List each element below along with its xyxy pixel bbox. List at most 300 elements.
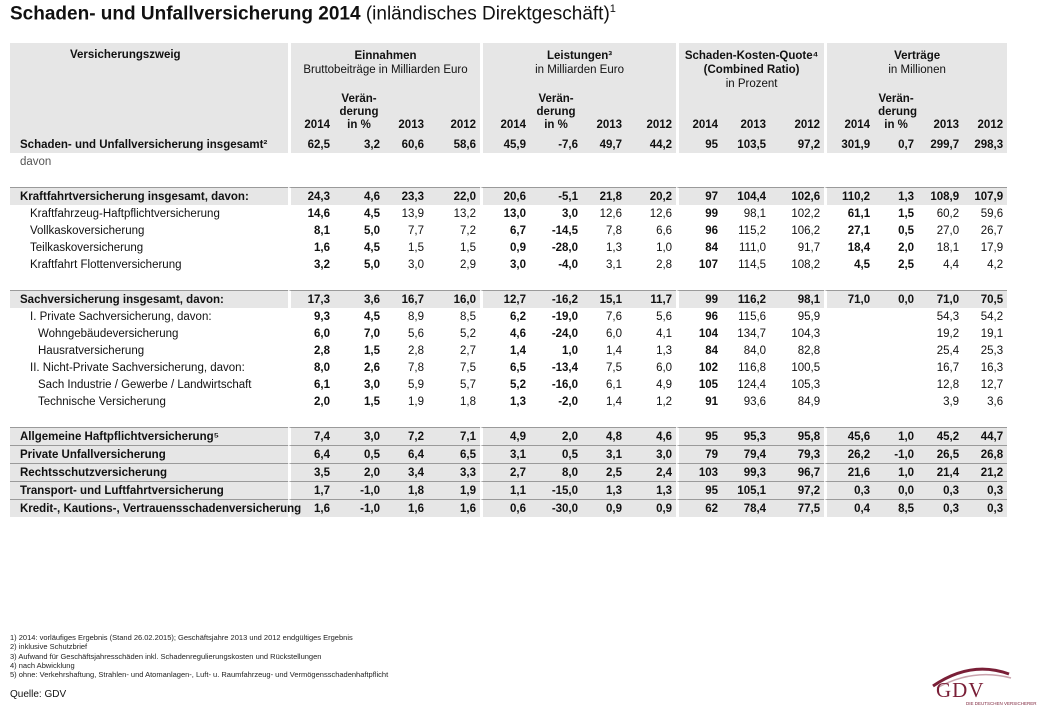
cell-e14: 62,5: [288, 136, 334, 153]
row-label: Vollkaskoversicherung: [30, 224, 145, 237]
cell-e12: 3,3: [428, 463, 480, 481]
cell-l12: 11,7: [626, 290, 676, 308]
row-label: Hausratversicherung: [38, 344, 145, 357]
cell-q12: 97,2: [770, 481, 824, 499]
table-row: [10, 393, 1007, 410]
cell-v14: [824, 359, 874, 376]
cell-q12: 82,8: [797, 344, 821, 357]
title-footnote-ref: 1: [609, 3, 616, 15]
cell-q14: 95: [676, 427, 722, 445]
header-quote: [676, 43, 824, 91]
cell-e13: 1,6: [384, 499, 428, 517]
cell-ev: 3,0: [364, 378, 380, 391]
header-e-2013: 2013: [384, 91, 428, 136]
cell-v12: 21,2: [963, 463, 1007, 481]
header-row-years: [10, 91, 1007, 136]
cell-v14: [824, 376, 874, 393]
cell-l12: 2,8: [656, 258, 673, 271]
row-label: II. Nicht-Private Sachversicherung, davon:: [30, 361, 245, 374]
cell-v14: 0,3: [824, 481, 874, 499]
cell-e14: 3,2: [288, 256, 334, 273]
cell-v13: 16,7: [936, 361, 960, 374]
cell-e13: 2,8: [408, 344, 424, 357]
cell-vv: 2,5: [898, 258, 915, 271]
cell-e14: 6,4: [288, 445, 334, 463]
cell-q12: 108,2: [791, 258, 821, 271]
cell-q13: 115,6: [738, 310, 767, 323]
header-v-veraenderung: Verän- derung in %: [874, 91, 918, 136]
cell-v13: 21,4: [918, 463, 963, 481]
header-vertraege-sub: in Millionen: [888, 64, 946, 76]
cell-e14: 14,6: [288, 205, 334, 222]
cell-l12: 4,9: [656, 378, 673, 391]
cell-e13: 7,7: [408, 224, 424, 237]
table-body: [10, 136, 1007, 517]
table-row: [10, 205, 1007, 222]
header-leistungen-title: Leistungen³: [546, 50, 613, 62]
cell-ev: 7,0: [364, 327, 380, 340]
cell-q14: 104: [676, 325, 722, 342]
cell-q13: 84,0: [743, 344, 767, 357]
cell-lv: -16,0: [551, 378, 579, 391]
cell-q13: 124,4: [737, 378, 767, 391]
footnote-2: 2) inklusive Schutzbrief: [10, 642, 88, 652]
cell-q13: 105,1: [722, 481, 770, 499]
cell-e14: 7,4: [288, 427, 334, 445]
footnote-4: 4) nach Abwicklung: [10, 660, 75, 670]
cell-e14: 1,6: [288, 499, 334, 517]
row-label: Sach Industrie / Gewerbe / Landwirtschaft: [38, 378, 252, 391]
cell-e12: 6,5: [428, 445, 480, 463]
cell-v12: 4,2: [987, 258, 1004, 271]
cell-e12: 1,9: [428, 481, 480, 499]
cell-lv: -5,1: [530, 187, 582, 205]
cell-l14: 45,9: [480, 136, 530, 153]
cell-e14: 24,3: [288, 187, 334, 205]
cell-e14: 6,0: [288, 325, 334, 342]
cell-vv: 1,5: [898, 207, 915, 220]
cell-vv: 0,7: [874, 136, 918, 153]
row-label: Allgemeine Haftpflichtversicherung⁵: [10, 427, 288, 445]
cell-q13: 98,1: [743, 207, 767, 220]
cell-e14: 1,7: [288, 481, 334, 499]
cell-vv: 0,0: [874, 481, 918, 499]
cell-e13: 5,9: [408, 378, 424, 391]
cell-l14: 0,9: [480, 239, 530, 256]
cell-l13: 2,5: [582, 463, 626, 481]
cell-e12: 2,7: [460, 344, 477, 357]
table-row: [10, 308, 1007, 325]
cell-e14: 2,0: [288, 393, 334, 410]
table-row: [10, 445, 1007, 463]
cell-q13: 116,2: [722, 290, 770, 308]
cell-q14: 62: [676, 499, 722, 517]
header-v-2013: 2013: [918, 91, 963, 136]
cell-ev: 5,0: [364, 258, 380, 271]
cell-l14: 3,0: [480, 256, 530, 273]
cell-q12: 79,3: [770, 445, 824, 463]
cell-v13: 27,0: [936, 224, 960, 237]
cell-ev: -1,0: [334, 481, 384, 499]
cell-vv: [874, 393, 918, 410]
cell-l12: 6,6: [656, 224, 673, 237]
cell-q12: 96,7: [770, 463, 824, 481]
header-leistungen: [480, 43, 676, 91]
cell-l12: 4,6: [626, 427, 676, 445]
cell-v13: 0,3: [918, 499, 963, 517]
row-label: Wohngebäudeversicherung: [38, 327, 179, 340]
row-label: Kredit-, Kautions-, Vertrauensschadenversicherung: [10, 499, 288, 517]
cell-l13: 3,1: [606, 258, 623, 271]
row-label: Kraftfahrt Flottenversicherung: [30, 258, 182, 271]
cell-v12: 44,7: [963, 427, 1007, 445]
cell-q14: 95: [676, 136, 722, 153]
header-q-2014: 2014: [676, 91, 722, 136]
cell-l14: 2,7: [480, 463, 530, 481]
cell-vv: [874, 376, 918, 393]
cell-e14: 8,1: [288, 222, 334, 239]
cell-vv: 0,0: [874, 290, 918, 308]
cell-l14: 3,1: [480, 445, 530, 463]
cell-vv: 8,5: [874, 499, 918, 517]
title-sub: (inländisches Direktgeschäft): [365, 3, 610, 25]
cell-lv: 0,5: [530, 445, 582, 463]
cell-q14: 79: [676, 445, 722, 463]
cell-q14: 99: [676, 205, 722, 222]
cell-e13: 1,8: [384, 481, 428, 499]
header-v-2014: 2014: [824, 91, 874, 136]
cell-l13: 4,8: [582, 427, 626, 445]
cell-q13: 111,0: [739, 241, 767, 254]
cell-v12: 26,7: [980, 224, 1004, 237]
cell-v14: [824, 393, 874, 410]
cell-v12: 0,3: [963, 481, 1007, 499]
cell-e13: 5,6: [408, 327, 424, 340]
cell-l14: 20,6: [480, 187, 530, 205]
cell-e14: 2,8: [288, 342, 334, 359]
cell-e13: 23,3: [384, 187, 428, 205]
title-main: Schaden- und Unfallversicherung 2014: [10, 3, 361, 25]
cell-q14: 95: [676, 481, 722, 499]
cell-ev: 2,0: [334, 463, 384, 481]
cell-v12: 19,1: [980, 327, 1004, 340]
cell-l12: 1,3: [656, 344, 673, 357]
cell-q14: 103: [676, 463, 722, 481]
cell-e12: 16,0: [428, 290, 480, 308]
cell-ev: 3,2: [334, 136, 384, 153]
cell-v14: 45,6: [824, 427, 874, 445]
cell-l14: 1,4: [480, 342, 530, 359]
row-label: Transport- und Luftfahrtversicherung: [10, 481, 288, 499]
cell-ev: 4,6: [334, 187, 384, 205]
footnote-5: 5) ohne: Verkehrshaftung, Strahlen- und Atomanlagen-, Luft- u. Raumfahrzeug- und Vermögensschadenhaftpflicht: [10, 670, 389, 680]
cell-lv: 8,0: [530, 463, 582, 481]
header-e-veraenderung: Verän- derung in %: [334, 91, 384, 136]
cell-l14: 13,0: [480, 205, 530, 222]
cell-ev: 1,5: [364, 344, 380, 357]
gdv-logo-sub: DIE DEUTSCHEN VERSICHERER: [966, 701, 1037, 706]
cell-v13: 299,7: [918, 136, 963, 153]
header-l-veraenderung: Verän- derung in %: [530, 91, 582, 136]
cell-lv: -13,4: [551, 361, 579, 374]
cell-q13: 114,5: [738, 258, 767, 271]
cell-v12: 25,3: [980, 344, 1004, 357]
header-e-2014: 2014: [288, 91, 334, 136]
table-row: [10, 499, 1007, 517]
cell-q12: 102,6: [770, 187, 824, 205]
cell-l14: 4,9: [480, 427, 530, 445]
cell-v13: 71,0: [918, 290, 963, 308]
cell-l13: 1,3: [582, 481, 626, 499]
table-row: [10, 239, 1007, 256]
row-label: Rechtsschutzversicherung: [10, 463, 288, 481]
cell-e14: 9,3: [288, 308, 334, 325]
cell-v13: 4,4: [943, 258, 960, 271]
cell-ev: 0,5: [334, 445, 384, 463]
table-row: [10, 376, 1007, 393]
cell-l13: 21,8: [582, 187, 626, 205]
cell-lv: -28,0: [551, 241, 579, 254]
cell-v12: 0,3: [963, 499, 1007, 517]
cell-l13: 0,9: [582, 499, 626, 517]
row-label: Kraftfahrtversicherung insgesamt, davon:: [10, 187, 288, 205]
table-row: [10, 342, 1007, 359]
cell-v14: [824, 325, 874, 342]
cell-v14: 4,5: [824, 256, 874, 273]
cell-ev: -1,0: [334, 499, 384, 517]
cell-e12: 13,2: [453, 207, 477, 220]
cell-v13: 12,8: [936, 378, 960, 391]
cell-vv: [874, 342, 918, 359]
cell-v12: 70,5: [963, 290, 1007, 308]
header-e-2012: 2012: [428, 91, 480, 136]
cell-lv: -19,0: [551, 310, 579, 323]
cell-q12: 104,3: [791, 327, 821, 340]
row-label: Sachversicherung insgesamt, davon:: [10, 290, 288, 308]
cell-ev: 1,5: [364, 395, 380, 408]
header-quote-title1: Schaden-Kosten-Quote⁴: [684, 50, 819, 62]
cell-l13: 12,6: [599, 207, 623, 220]
header-einnahmen-title: Einnahmen: [354, 50, 417, 62]
cell-e12: 22,0: [428, 187, 480, 205]
cell-q14: 99: [676, 290, 722, 308]
cell-l13: 6,0: [606, 327, 623, 340]
cell-vv: 2,0: [898, 241, 915, 254]
cell-l14: 6,5: [480, 359, 530, 376]
header-l-2013: 2013: [582, 91, 626, 136]
cell-e12: 58,6: [428, 136, 480, 153]
cell-v13: 25,4: [936, 344, 960, 357]
cell-l14: 1,1: [480, 481, 530, 499]
cell-l12: 1,2: [656, 395, 673, 408]
cell-l12: 2,4: [626, 463, 676, 481]
cell-v14: 21,6: [824, 463, 874, 481]
footnote-1: 1) 2014: vorläufiges Ergebnis (Stand 26.02.2015); Geschäftsjahre 2013 und 2012 endgültiges Ergebnis: [10, 633, 353, 642]
table-row: [10, 359, 1007, 376]
cell-q13: 103,5: [722, 136, 770, 153]
header-q-2012: 2012: [770, 91, 824, 136]
cell-lv: -2,0: [558, 395, 579, 408]
cell-lv: -7,6: [530, 136, 582, 153]
row-label: davon: [20, 155, 52, 168]
cell-e13: 1,9: [408, 395, 424, 408]
cell-ev: 4,5: [364, 207, 380, 220]
cell-v12: 59,6: [980, 207, 1004, 220]
cell-v13: 60,2: [936, 207, 960, 220]
cell-l13: 7,8: [606, 224, 623, 237]
cell-e13: 7,8: [408, 361, 424, 374]
cell-l12: 0,9: [626, 499, 676, 517]
cell-q14: 84: [676, 342, 722, 359]
cell-l13: 1,4: [606, 395, 623, 408]
cell-e12: 5,2: [460, 327, 477, 340]
cell-q12: 100,5: [791, 361, 821, 374]
cell-l12: 1,3: [626, 481, 676, 499]
cell-q14: 84: [676, 239, 722, 256]
gdv-logo: GDV: [936, 678, 985, 702]
cell-l13: 1,4: [606, 344, 623, 357]
cell-lv: -16,2: [530, 290, 582, 308]
header-einnahmen-sub: Bruttobeiträge in Milliarden Euro: [303, 64, 468, 76]
cell-q13: 134,7: [737, 327, 767, 340]
footnotes: [10, 633, 388, 679]
cell-e12: 1,5: [460, 241, 477, 254]
cell-q13: 99,3: [722, 463, 770, 481]
cell-l14: 0,6: [480, 499, 530, 517]
cell-l14: 5,2: [480, 376, 530, 393]
cell-q12: 84,9: [797, 395, 821, 408]
cell-l12: 20,2: [626, 187, 676, 205]
header-q-2013: 2013: [722, 91, 770, 136]
cell-v14: 26,2: [824, 445, 874, 463]
cell-v12: 12,7: [980, 378, 1004, 391]
cell-v12: 17,9: [980, 241, 1004, 254]
cell-l12: 44,2: [626, 136, 676, 153]
cell-q12: 95,9: [797, 310, 821, 323]
cell-l12: 12,6: [649, 207, 673, 220]
cell-lv: -15,0: [530, 481, 582, 499]
cell-e14: 6,1: [288, 376, 334, 393]
table-row: [10, 153, 1007, 170]
header-l-2014: 2014: [480, 91, 530, 136]
cell-e12: 7,5: [460, 361, 477, 374]
cell-e12: 8,5: [460, 310, 477, 323]
table-row: [10, 325, 1007, 342]
cell-e14: 3,5: [288, 463, 334, 481]
cell-q14: 107: [676, 256, 722, 273]
cell-e12: 7,1: [428, 427, 480, 445]
cell-q12: 77,5: [770, 499, 824, 517]
cell-e12: 2,9: [460, 258, 477, 271]
row-label: Technische Versicherung: [38, 395, 166, 408]
cell-l12: 4,1: [656, 327, 673, 340]
cell-e12: 5,7: [460, 378, 477, 391]
cell-e13: 3,0: [408, 258, 424, 271]
cell-l14: 6,7: [480, 222, 530, 239]
cell-q14: 102: [676, 359, 722, 376]
cell-ev: 3,0: [334, 427, 384, 445]
cell-lv: 2,0: [530, 427, 582, 445]
cell-lv: -14,5: [551, 224, 579, 237]
cell-v13: 0,3: [918, 481, 963, 499]
cell-q13: 116,8: [738, 361, 767, 374]
cell-v14: 71,0: [824, 290, 874, 308]
footnote-3: 3) Aufwand für Geschäftsjahresschäden inkl. Schadenregulierungskosten und Rückstellungen: [10, 651, 322, 661]
cell-v14: 27,1: [824, 222, 874, 239]
source: Quelle: GDV: [10, 689, 67, 700]
header-zweig: Versicherungszweig: [10, 43, 288, 91]
row-label: Kraftfahrzeug-Haftpflichtversicherung: [30, 207, 220, 220]
cell-e12: 1,6: [428, 499, 480, 517]
cell-q14: 96: [676, 222, 722, 239]
page-title: [10, 3, 616, 25]
cell-v12: 26,8: [963, 445, 1007, 463]
cell-e12: 7,2: [460, 224, 477, 237]
cell-l13: 7,6: [606, 310, 623, 323]
row-label: Teilkaskoversicherung: [30, 241, 144, 254]
cell-l13: 3,1: [582, 445, 626, 463]
table-row: [10, 481, 1007, 499]
cell-lv: -30,0: [530, 499, 582, 517]
cell-v12: 16,3: [980, 361, 1004, 374]
cell-v14: 61,1: [824, 205, 874, 222]
cell-l13: 1,3: [606, 241, 623, 254]
cell-v13: 18,1: [936, 241, 960, 254]
cell-vv: 1,0: [874, 427, 918, 445]
cell-e13: 13,9: [401, 207, 424, 220]
cell-v13: 108,9: [918, 187, 963, 205]
row-label: Private Unfallversicherung: [10, 445, 288, 463]
header-einnahmen: [288, 43, 480, 91]
table-row: [10, 222, 1007, 239]
table-row: [10, 463, 1007, 481]
cell-v12: 3,6: [987, 395, 1004, 408]
table-row: [10, 187, 1007, 205]
cell-l13: 7,5: [606, 361, 623, 374]
cell-v13: 19,2: [936, 327, 960, 340]
cell-q14: 97: [676, 187, 722, 205]
header-row-groups: [10, 43, 1007, 91]
cell-q12: 105,3: [791, 378, 821, 391]
cell-v14: 0,4: [824, 499, 874, 517]
cell-q12: 97,2: [770, 136, 824, 153]
header-vertraege: [824, 43, 1007, 91]
cell-lv: -4,0: [558, 258, 579, 271]
data-table: [10, 43, 1007, 517]
cell-vv: [874, 359, 918, 376]
cell-l13: 6,1: [606, 378, 623, 391]
cell-l12: 5,6: [656, 310, 673, 323]
cell-l12: 3,0: [626, 445, 676, 463]
cell-e14: 17,3: [288, 290, 334, 308]
cell-v14: [824, 342, 874, 359]
cell-q13: 115,2: [738, 224, 767, 237]
cell-q14: 96: [676, 308, 722, 325]
cell-vv: 0,5: [898, 224, 915, 237]
cell-v12: 107,9: [963, 187, 1007, 205]
header-quote-title2: (Combined Ratio): [703, 64, 800, 76]
cell-vv: 1,3: [874, 187, 918, 205]
cell-e13: 1,5: [408, 241, 424, 254]
cell-l14: 4,6: [480, 325, 530, 342]
cell-q13: 93,6: [743, 395, 767, 408]
cell-v12: 298,3: [963, 136, 1007, 153]
cell-q12: 98,1: [770, 290, 824, 308]
cell-v13: 26,5: [918, 445, 963, 463]
table-row: [10, 290, 1007, 308]
cell-l12: 1,0: [656, 241, 673, 254]
cell-q12: 95,8: [770, 427, 824, 445]
